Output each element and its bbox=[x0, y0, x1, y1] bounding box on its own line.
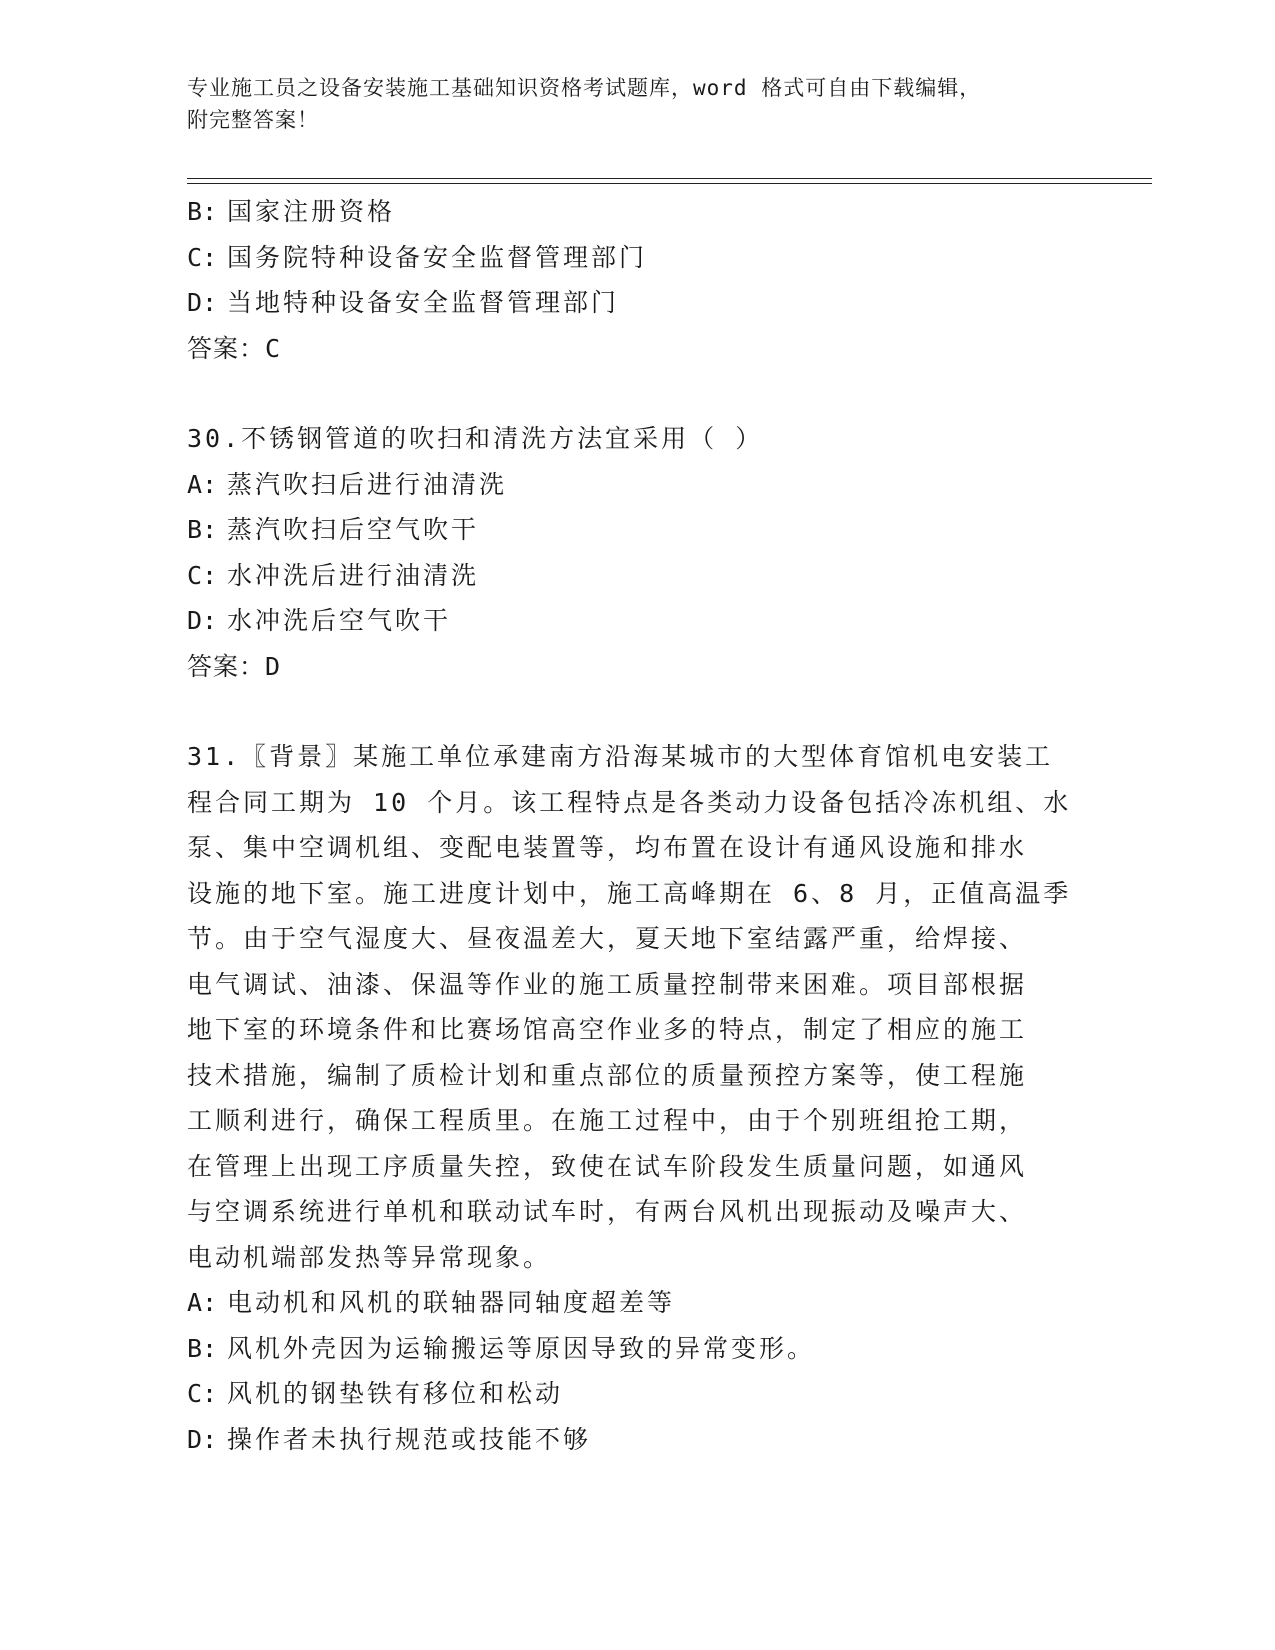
paragraph-line: 地下室的环境条件和比赛场馆高空作业多的特点，制定了相应的施工 bbox=[187, 1015, 1028, 1044]
paragraph-line: 技术措施，编制了质检计划和重点部位的质量预控方案等，使工程施 bbox=[187, 1060, 1028, 1090]
paragraph-line: 与空调系统进行单机和联动试车时，有两台风机出现振动及噪声大、 bbox=[187, 1197, 1028, 1226]
option-text: 蒸汽吹扫后空气吹干 bbox=[227, 515, 480, 544]
spacer bbox=[187, 689, 1087, 734]
paragraph-line: 节。由于空气湿度大、昼夜温差大，夏天地下室结露严重，给焊接、 bbox=[187, 924, 1028, 953]
paragraph-line: 程合同工期为 10 个月。该工程特点是各类动力设备包括冷冻机组、水 bbox=[187, 787, 1072, 817]
paragraph-line: 工顺利进行，确保工程质里。在施工过程中，由于个别班组抢工期， bbox=[187, 1106, 1028, 1135]
header-divider-top bbox=[187, 178, 1152, 179]
paragraph-line: 电动机端部发热等异常现象。 bbox=[187, 1242, 552, 1272]
option-letter: D: bbox=[187, 1424, 218, 1454]
option-text: 水冲洗后进行油清洗 bbox=[227, 560, 480, 590]
option-text: 操作者未执行规范或技能不够 bbox=[227, 1424, 592, 1454]
option-letter: D: bbox=[187, 288, 218, 317]
option-letter: B: bbox=[187, 515, 218, 544]
option-c bbox=[187, 1371, 1087, 1417]
paragraph-line: 31.〖背景〗某施工单位承建南方沿海某城市的大型体育馆机电安装工 bbox=[187, 742, 1054, 771]
question-29-options bbox=[187, 189, 1087, 326]
option-letter: A: bbox=[187, 1288, 218, 1317]
spacer bbox=[187, 371, 1087, 416]
paragraph-line: 电气调试、油漆、保温等作业的施工质量控制带来困难。项目部根据 bbox=[187, 969, 1028, 999]
option-d bbox=[187, 1417, 1087, 1463]
option-d bbox=[187, 598, 1087, 644]
header-line-2: 附完整答案！ bbox=[187, 108, 319, 132]
option-d bbox=[187, 280, 1087, 326]
question-30-title: 30.不锈钢管道的吹扫和清洗方法宜采用（ ） bbox=[187, 424, 764, 453]
question-31-background bbox=[187, 734, 1072, 1280]
option-c bbox=[187, 235, 1087, 281]
option-letter: B: bbox=[187, 1333, 218, 1363]
answer-30: 答案：D bbox=[187, 651, 282, 681]
option-text: 国家注册资格 bbox=[227, 197, 396, 226]
option-a bbox=[187, 462, 1087, 508]
option-b bbox=[187, 507, 1087, 553]
option-letter: D: bbox=[187, 606, 218, 635]
option-c bbox=[187, 553, 1087, 599]
option-letter: B: bbox=[187, 197, 218, 226]
paragraph-line: 设施的地下室。施工进度计划中，施工高峰期在 6、8 月，正值高温季 bbox=[187, 878, 1072, 908]
option-letter: A: bbox=[187, 469, 218, 499]
question-content bbox=[187, 189, 1087, 1462]
option-a bbox=[187, 1280, 1087, 1326]
document-header bbox=[187, 72, 1067, 136]
option-text: 蒸汽吹扫后进行油清洗 bbox=[227, 469, 508, 499]
answer-29: 答案：C bbox=[187, 333, 282, 363]
option-letter: C: bbox=[187, 1379, 218, 1408]
option-b bbox=[187, 189, 1087, 235]
option-text: 水冲洗后空气吹干 bbox=[227, 606, 452, 635]
option-text: 风机外壳因为运输搬运等原因导致的异常变形。 bbox=[227, 1333, 816, 1363]
option-letter: C: bbox=[187, 560, 218, 590]
option-text: 风机的钢垫铁有移位和松动 bbox=[227, 1379, 564, 1408]
option-text: 国务院特种设备安全监督管理部门 bbox=[227, 242, 648, 272]
option-b bbox=[187, 1326, 1087, 1372]
header-divider-bottom bbox=[187, 183, 1152, 184]
option-text: 电动机和风机的联轴器同轴度超差等 bbox=[227, 1288, 676, 1317]
option-text: 当地特种设备安全监督管理部门 bbox=[227, 288, 620, 317]
header-line-1: 专业施工员之设备安装施工基础知识资格考试题库，word 格式可自由下载编辑， bbox=[187, 76, 982, 100]
paragraph-line: 在管理上出现工序质量失控，致使在试车阶段发生质量问题，如通风 bbox=[187, 1151, 1028, 1181]
paragraph-line: 泵、集中空调机组、变配电装置等，均布置在设计有通风设施和排水 bbox=[187, 833, 1028, 862]
option-letter: C: bbox=[187, 242, 218, 272]
